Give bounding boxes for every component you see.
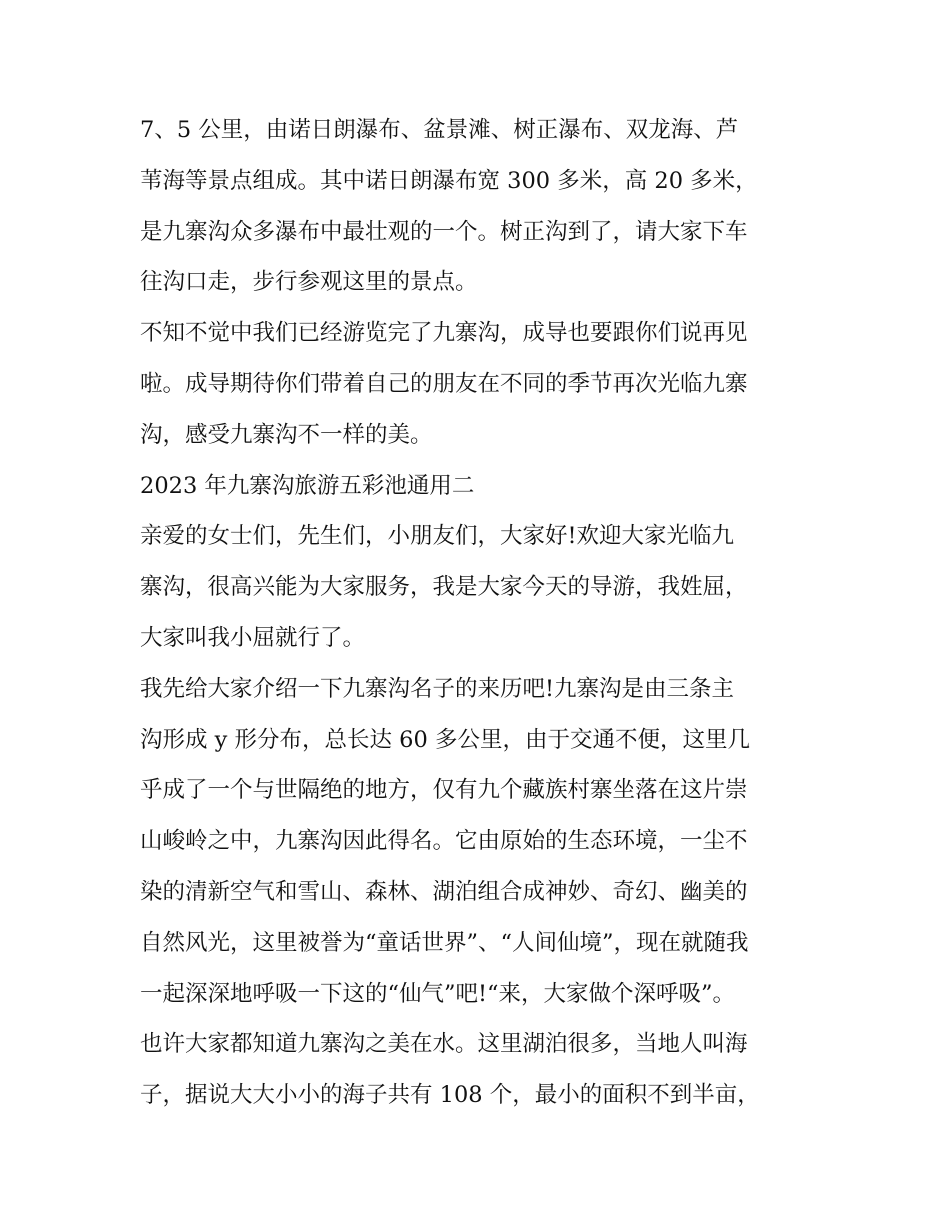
text-line: 寨沟，很高兴能为大家服务，我是大家今天的导游，我姓屈， [140,574,748,601]
text-line: 自然风光，这里被誉为“童话世界”、“人间仙境”，现在就随我 [140,929,749,956]
text-line: 沟形成 y 形分布，总长达 60 多公里，由于交通不便，这里几 [140,726,750,753]
text-line: 一起深深地呼吸一下这的“仙气”吧!“来，大家做个深呼吸”。 [140,980,736,1007]
text-line: 往沟口走，步行参观这里的景点。 [140,269,478,296]
text-line: 我先给大家介绍一下九寨沟名子的来历吧!九寨沟是由三条主 [140,675,735,702]
document-body [140,110,820,1126]
text-line: 染的清新空气和雪山、森林、湖泊组合成神妙、奇幻、幽美的 [140,878,748,905]
text-line: 苇海等景点组成。其中诺日朗瀑布宽 300 多米，高 20 多米， [140,167,758,194]
text-line: 也许大家都知道九寨沟之美在水。这里湖泊很多，当地人叫海 [140,1031,748,1058]
text-line: 子，据说大大小小的海子共有 108 个，最小的面积不到半亩， [140,1082,760,1109]
text-line: 亲爱的女士们，先生们，小朋友们，大家好!欢迎大家光临九 [140,523,735,550]
text-line: 山峻岭之中，九寨沟因此得名。它由原始的生态环境，一尘不 [140,828,748,855]
text-line: 是九寨沟众多瀑布中最壮观的一个。树正沟到了，请大家下车 [140,218,748,245]
text-line: 啦。成导期待你们带着自己的朋友在不同的季节再次光临九寨 [140,370,748,397]
text-line: 大家叫我小屈就行了。 [140,624,366,651]
section-heading: 2023 年九寨沟旅游五彩池通用二 [140,472,475,499]
text-line: 乎成了一个与世隔绝的地方，仅有九个藏族村寨坐落在这片崇 [140,777,748,804]
text-line: 7、5 公里，由诺日朗瀑布、盆景滩、树正瀑布、双龙海、芦 [140,117,739,143]
text-line: 沟，感受九寨沟不一样的美。 [140,421,433,448]
text-line: 不知不觉中我们已经游览完了九寨沟，成导也要跟你们说再见 [140,320,748,347]
